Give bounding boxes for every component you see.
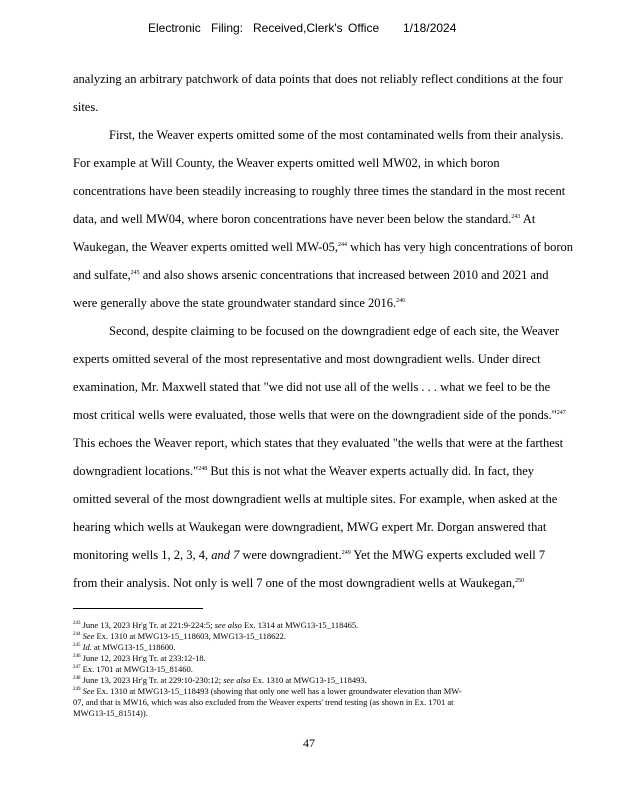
footnote-continuation: 07, and that is MW16, which was also excluded from the Weaver experts' trend testing (as shown in Ex. 1701 at xyxy=(73,697,454,707)
footnote-ref: 250 xyxy=(515,577,525,584)
text-line: omitted several of the most downgradient wells at multiple sites. For example, when asked at the xyxy=(73,492,558,506)
text-line: First, the Weaver experts omitted some of the most contaminated wells from their analysis. xyxy=(109,128,564,142)
footnote-divider xyxy=(73,608,203,609)
footnote: $^{247}$ Ex. 1701 at MWG13-15_81460. xyxy=(73,664,193,674)
text-line: data, and well MW04, where boron concentrations have never been below the standard.$^{243}$ At xyxy=(73,212,536,226)
footnote-ref: 247 xyxy=(556,409,566,416)
text-line: from their analysis. Not only is well 7 one of the most downgradient wells at Waukegan,$^{250}$ xyxy=(73,576,525,590)
footnote-ref: 249 xyxy=(341,549,351,556)
header-filing: Filing: xyxy=(211,21,244,35)
footnote-ref: 244 xyxy=(338,241,348,248)
text-line: and sulfate,$^{245}$ and also shows arsenic concentrations that increased between 2010 and 2021 and xyxy=(73,268,549,282)
footnote: $^{249}$ See Ex. 1310 at MWG13-15_118493 (showing that only one well has a lower groundwater elevation than MW- xyxy=(73,686,462,696)
text-line: For example at Will County, the Weaver experts omitted well MW02, in which boron xyxy=(73,156,500,170)
text-line: Second, despite claiming to be focused on the downgradient edge of each site, the Weaver xyxy=(109,324,559,338)
header-electronic: Electronic xyxy=(148,21,201,35)
footnote-ref: 243 xyxy=(511,213,521,220)
text-line: monitoring wells 1, 2, 3, 4, and 7 were downgradient.$^{249}$ Yet the MWG experts excluded well 7 xyxy=(73,548,546,562)
text-line: This echoes the Weaver report, which states that they evaluated "the wells that were at the farthest xyxy=(73,436,564,450)
text-line: hearing which wells at Waukegan were downgradient, MWG expert Mr. Dorgan answered that xyxy=(73,520,547,534)
header-received: Received,Clerk's xyxy=(253,21,343,35)
text-line: were generally above the state groundwater standard since 2016.$^{246}$ xyxy=(73,296,406,310)
footnote: $^{243}$ June 13, 2023 Hr'g Tr. at 221:9-224:5; see also Ex. 1314 at MWG13-15_118465. xyxy=(73,620,359,630)
page-number: 47 xyxy=(303,736,315,750)
text-line: concentrations have been steadily increasing to roughly three times the standard in the most recent xyxy=(73,184,566,198)
text-line: most critical wells were evaluated, those wells that were on the downgradient side of the ponds."$^{247}$ xyxy=(73,408,566,422)
header-date: 1/18/2024 xyxy=(403,21,457,35)
text-line: sites. xyxy=(73,100,99,114)
footnote: $^{246}$ June 12, 2023 Hr'g Tr. at 233:12-18. xyxy=(73,653,206,663)
footnote: $^{248}$ June 13, 2023 Hr'g Tr. at 229:10-230:12; see also Ex. 1310 at MWG13-15_118493. xyxy=(73,675,367,685)
text-line: analyzing an arbitrary patchwork of data points that does not reliably reflect conditions at the four xyxy=(73,72,563,86)
text-line: Waukegan, the Weaver experts omitted well MW-05,$^{244}$ which has very high concentrations of boron xyxy=(73,240,574,254)
footnote-continuation: MWG13-15_81514)). xyxy=(73,708,148,718)
footnote-ref: 246 xyxy=(396,297,406,304)
text-line: examination, Mr. Maxwell stated that "we did not use all of the wells . . . what we feel to be the xyxy=(73,380,551,394)
header-office: Office xyxy=(348,21,380,35)
text-line: experts omitted several of the most representative and most downgradient wells. Under direct xyxy=(73,352,541,366)
footnote: $^{244}$ See Ex. 1310 at MWG13-15_118603, MWG13-15_118622. xyxy=(73,631,286,641)
footnote-ref: 248 xyxy=(198,465,208,472)
footnote: $^{245}$ Id. at MWG13-15_118600. xyxy=(73,642,176,652)
text-line: downgradient locations."$^{248}$ But this is not what the Weaver experts actually did. In fact, they xyxy=(73,464,535,478)
footnote-ref: 245 xyxy=(130,269,140,276)
